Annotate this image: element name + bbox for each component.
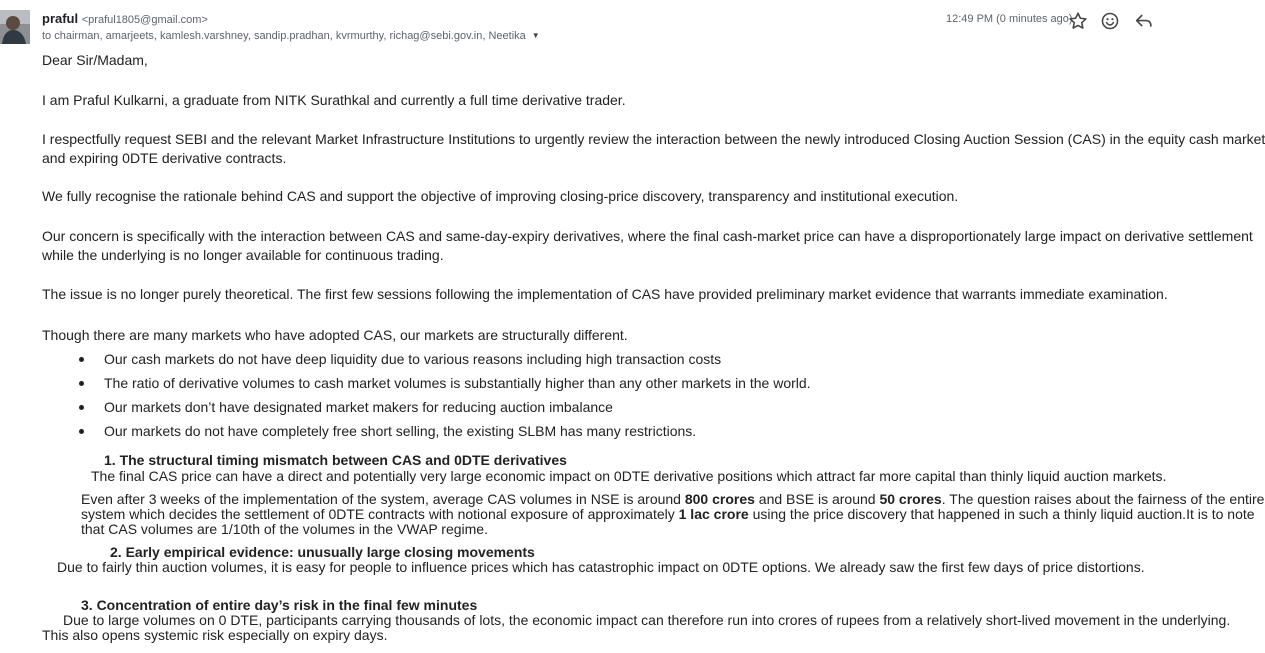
concern-paragraph-line2: while the underlying is no longer available for continuous trading. [42, 247, 444, 263]
list-item: Our markets do not have completely free short selling, the existing SLBM has many restrictions. [104, 423, 697, 439]
bullet-marker [79, 357, 84, 362]
section1-detail-line3: that CAS volumes are 1/10th of the volumes in the VWAP regime. [81, 521, 488, 537]
recipients-list: to chairman, amarjeets, kamlesh.varshney, sandip.pradhan, kvrmurthy, richag@sebi.gov.in, Neetika [42, 30, 526, 42]
recipients[interactable] [42, 30, 540, 42]
nse-volume: 800 crores [684, 491, 755, 507]
bullet-marker [79, 381, 84, 386]
sender[interactable] [42, 11, 208, 26]
notional-exposure: 1 lac crore [678, 506, 749, 522]
section2-paragraph: Due to fairly thin auction volumes, it is easy for people to influence prices which has catastrophic impact on 0DTE options. We already saw the first few days of price distortions. [57, 559, 1145, 575]
avatar[interactable] [0, 10, 30, 44]
sender-name: praful [42, 11, 79, 26]
bullet-marker [79, 429, 84, 434]
request-paragraph-line1: I respectfully request SEBI and the relevant Market Infrastructure Institutions to urgently review the interaction between the newly introduced Closing Auction Session (CAS) in the equity cash market [42, 131, 1265, 147]
section3-heading: 3. Concentration of entire day’s risk in the final few minutes [81, 597, 478, 613]
section2-heading: 2. Early empirical evidence: unusually large closing movements [110, 544, 535, 560]
section1-detail-line2: system which decides the settlement of 0DTE contracts with notional exposure of approximately 1 lac crore using the price discovery that happened in such a thinly liquid auction.It is to note [81, 506, 1255, 522]
section1-detail-line1: Even after 3 weeks of the implementation of the system, average CAS volumes in NSE is around 800 crores and BSE is around 50 crores. The question raises about the fairness of the entire [81, 491, 1265, 507]
intro-paragraph: I am Praful Kulkarni, a graduate from NITK Surathkal and currently a full time derivative trader. [42, 92, 626, 108]
recognise-paragraph: We fully recognise the rationale behind CAS and support the objective of improving closing-price discovery, transparency and institutional execution. [42, 188, 959, 204]
chevron-down-icon[interactable]: ▼ [531, 31, 540, 40]
list-item: The ratio of derivative volumes to cash market volumes is substantially higher than any other markets in the world. [104, 375, 811, 391]
section1-heading: 1. The structural timing mismatch between CAS and 0DTE derivatives [104, 452, 567, 468]
section1-paragraph: The final CAS price can have a direct and potentially very large economic impact on 0DTE derivative positions which attract far more capital than thinly liquid auction markets. [91, 468, 1167, 484]
bse-volume: 50 crores [879, 491, 942, 507]
list-item: Our markets don’t have designated market makers for reducing auction imbalance [104, 399, 613, 415]
sender-email: <praful1805@gmail.com> [81, 14, 208, 26]
request-paragraph-line2: and expiring 0DTE derivative contracts. [42, 150, 287, 166]
timestamp: 12:49 PM (0 minutes ago) [946, 13, 1073, 25]
reply-icon[interactable] [1133, 10, 1155, 32]
bullet-marker [79, 405, 84, 410]
concern-paragraph-line1: Our concern is specifically with the interaction between CAS and same-day-expiry derivatives, where the final cash-market price can have a disproportionately large impact on derivative settlement [42, 228, 1253, 244]
issue-paragraph: The issue is no longer purely theoretical. The first few sessions following the implementation of CAS have provided preliminary market evidence that warrants immediate examination. [42, 286, 1168, 302]
emoji-icon[interactable] [1099, 10, 1121, 32]
email-header [0, 0, 1200, 50]
section3-paragraph-line1: Due to large volumes on 0 DTE, participants carrying thousands of lots, the economic impact can therefore run into crores of rupees from a relatively short-lived movement in the underlying. [63, 612, 1231, 628]
greeting: Dear Sir/Madam, [42, 52, 148, 68]
section3-paragraph-line2: This also opens systemic risk especially on expiry days. [42, 627, 388, 643]
star-icon[interactable] [1067, 10, 1089, 32]
list-item: Our cash markets do not have deep liquidity due to various reasons including high transaction costs [104, 351, 722, 367]
markets-intro: Though there are many markets who have adopted CAS, our markets are structurally different. [42, 327, 628, 343]
